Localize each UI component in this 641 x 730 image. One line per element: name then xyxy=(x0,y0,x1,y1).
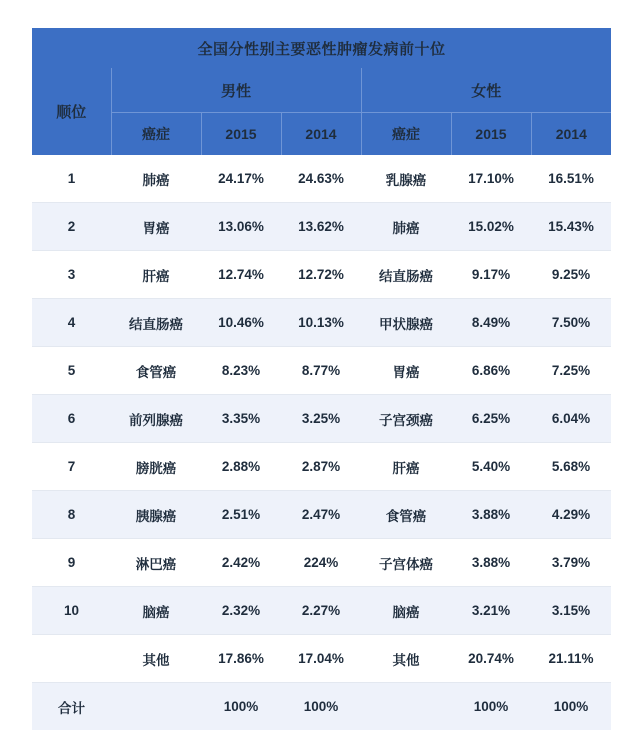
cell-male-2014: 3.25% xyxy=(281,395,361,443)
cell-female-2014-total: 100% xyxy=(531,683,611,730)
header-female-2015: 2015 xyxy=(451,113,531,156)
cell-rank: 7 xyxy=(32,443,111,491)
cell-male-2014: 2.27% xyxy=(281,587,361,635)
cell-male-cancer: 淋巴癌 xyxy=(111,539,201,587)
header-female-cancer: 癌症 xyxy=(361,113,451,156)
table-body xyxy=(32,155,611,730)
cell-male-2015: 2.42% xyxy=(201,539,281,587)
cell-male-2015: 2.32% xyxy=(201,587,281,635)
cell-male-2014: 12.72% xyxy=(281,251,361,299)
cell-rank: 5 xyxy=(32,347,111,395)
table-row xyxy=(32,443,611,491)
cell-female-cancer: 结直肠癌 xyxy=(361,251,451,299)
header-male-cancer: 癌症 xyxy=(111,113,201,156)
cell-rank: 1 xyxy=(32,155,111,203)
cell-female-cancer: 脑癌 xyxy=(361,587,451,635)
cell-female-2015: 17.10% xyxy=(451,155,531,203)
table-row-total xyxy=(32,683,611,730)
table-row xyxy=(32,395,611,443)
cancer-incidence-table xyxy=(32,28,611,730)
cell-female-cancer: 子宫颈癌 xyxy=(361,395,451,443)
cell-male-2015: 10.46% xyxy=(201,299,281,347)
cell-female-2014: 7.50% xyxy=(531,299,611,347)
cell-female-2014: 9.25% xyxy=(531,251,611,299)
cell-male-2014: 10.13% xyxy=(281,299,361,347)
header-male-2015: 2015 xyxy=(201,113,281,156)
cell-male-2015: 8.23% xyxy=(201,347,281,395)
cell-female-2015: 8.49% xyxy=(451,299,531,347)
cell-male-2015: 12.74% xyxy=(201,251,281,299)
table-row xyxy=(32,299,611,347)
table-row xyxy=(32,203,611,251)
table-row-other xyxy=(32,635,611,683)
cell-female-2015: 3.88% xyxy=(451,539,531,587)
cell-male-2014: 13.62% xyxy=(281,203,361,251)
table-group-row xyxy=(32,68,611,113)
header-male-2014: 2014 xyxy=(281,113,361,156)
cell-male-cancer: 其他 xyxy=(111,635,201,683)
table-row xyxy=(32,155,611,203)
table-row xyxy=(32,587,611,635)
table-row xyxy=(32,347,611,395)
header-female-group: 女性 xyxy=(361,68,611,113)
cell-female-cancer: 乳腺癌 xyxy=(361,155,451,203)
cell-female-cancer: 子宫体癌 xyxy=(361,539,451,587)
cell-female-2015: 3.21% xyxy=(451,587,531,635)
cell-female-2014: 7.25% xyxy=(531,347,611,395)
cell-female-2015: 20.74% xyxy=(451,635,531,683)
cell-male-cancer: 脑癌 xyxy=(111,587,201,635)
table-header xyxy=(32,28,611,155)
cell-female-2014: 3.79% xyxy=(531,539,611,587)
cell-female-2015: 15.02% xyxy=(451,203,531,251)
cell-female-2014: 15.43% xyxy=(531,203,611,251)
table-row xyxy=(32,539,611,587)
table-title-row xyxy=(32,28,611,68)
cell-rank: 10 xyxy=(32,587,111,635)
cell-rank: 3 xyxy=(32,251,111,299)
cell-male-cancer: 胰腺癌 xyxy=(111,491,201,539)
cell-male-2014: 24.63% xyxy=(281,155,361,203)
cell-female-2015: 5.40% xyxy=(451,443,531,491)
cell-male-cancer: 膀胱癌 xyxy=(111,443,201,491)
cell-male-cancer: 肝癌 xyxy=(111,251,201,299)
cell-male-cancer: 食管癌 xyxy=(111,347,201,395)
cell-female-cancer: 肺癌 xyxy=(361,203,451,251)
cell-male-cancer: 结直肠癌 xyxy=(111,299,201,347)
cell-rank: 8 xyxy=(32,491,111,539)
table-row xyxy=(32,491,611,539)
cell-female-2014: 6.04% xyxy=(531,395,611,443)
cell-male-2015: 17.86% xyxy=(201,635,281,683)
cell-male-cancer: 胃癌 xyxy=(111,203,201,251)
cell-male-2014: 17.04% xyxy=(281,635,361,683)
cell-male-2015: 2.88% xyxy=(201,443,281,491)
cell-male-cancer xyxy=(111,683,201,730)
cell-male-2014-total: 100% xyxy=(281,683,361,730)
cell-male-2015: 13.06% xyxy=(201,203,281,251)
cell-female-2015: 9.17% xyxy=(451,251,531,299)
header-male-group: 男性 xyxy=(111,68,361,113)
cell-male-2015: 2.51% xyxy=(201,491,281,539)
table-subheader-row xyxy=(32,113,611,156)
header-female-2014: 2014 xyxy=(531,113,611,156)
cell-total-label: 合计 xyxy=(32,683,111,730)
cell-rank xyxy=(32,635,111,683)
cell-rank: 2 xyxy=(32,203,111,251)
cell-female-cancer xyxy=(361,683,451,730)
table-title: 全国分性别主要恶性肿瘤发病前十位 xyxy=(32,28,611,68)
cell-male-2014: 2.87% xyxy=(281,443,361,491)
cell-female-2014: 3.15% xyxy=(531,587,611,635)
cell-female-2015-total: 100% xyxy=(451,683,531,730)
cell-male-2015: 3.35% xyxy=(201,395,281,443)
cell-rank: 6 xyxy=(32,395,111,443)
cell-male-2014: 2.47% xyxy=(281,491,361,539)
cell-female-2015: 6.25% xyxy=(451,395,531,443)
cell-male-2014: 224% xyxy=(281,539,361,587)
cell-female-cancer: 其他 xyxy=(361,635,451,683)
cell-female-cancer: 肝癌 xyxy=(361,443,451,491)
cell-female-cancer: 胃癌 xyxy=(361,347,451,395)
cell-male-2015-total: 100% xyxy=(201,683,281,730)
cell-female-cancer: 甲状腺癌 xyxy=(361,299,451,347)
cell-female-cancer: 食管癌 xyxy=(361,491,451,539)
table-row xyxy=(32,251,611,299)
cell-female-2015: 6.86% xyxy=(451,347,531,395)
cell-female-2015: 3.88% xyxy=(451,491,531,539)
cell-male-2015: 24.17% xyxy=(201,155,281,203)
cell-male-2014: 8.77% xyxy=(281,347,361,395)
cell-male-cancer: 肺癌 xyxy=(111,155,201,203)
cell-female-2014: 21.11% xyxy=(531,635,611,683)
cell-female-2014: 5.68% xyxy=(531,443,611,491)
header-rank: 顺位 xyxy=(32,68,111,155)
cell-rank: 4 xyxy=(32,299,111,347)
cell-rank: 9 xyxy=(32,539,111,587)
cell-male-cancer: 前列腺癌 xyxy=(111,395,201,443)
cell-female-2014: 4.29% xyxy=(531,491,611,539)
cell-female-2014: 16.51% xyxy=(531,155,611,203)
